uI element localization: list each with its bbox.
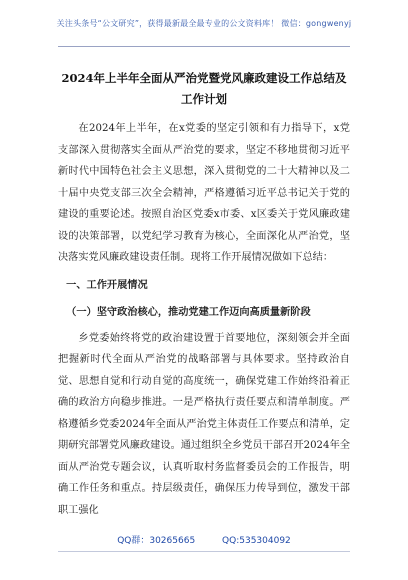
body-paragraph: 乡党委始终将党的政治建设置于首要地位，深刻领会并全面把握新时代全面从严治党的战略部署与具体要求。坚持政治自觉、思想自觉和行动自觉的高度统一，确保党建工作始终沿着正确的政治方向稳步推进。一是严格执行责任要点和清单制度。严格遵循乡党委2024年全面从严治党主体责任工作要点和清单，定期研究部署党风廉政建设。通过组织全乡党员干部召开2024年全面从严治党专题会议，认真听取村务监督委员会的工作报告，明确工作任务和重点。持层级责任，确保压力传导到位，激发干部职工强化	[58, 332, 350, 516]
contact-footer	[0, 533, 408, 546]
promo-banner[interactable]: 关注头条号“公文研究”，获得最新最全最专业的公文资料库！ 微信：gongwenyj	[56, 19, 352, 28]
qq-link[interactable]: QQ:535304092	[222, 536, 291, 546]
document-title: 2024年上半年全面从严治党暨党风廉政建设工作总结及工作计划	[61, 71, 347, 106]
qq-group-link[interactable]: QQ群：30265665	[117, 536, 196, 546]
section-heading: 一、工作开展情况	[66, 278, 148, 291]
subsection-heading: （一）坚守政治核心，推动党建工作迈向高质量新阶段	[66, 306, 311, 318]
footer-divider	[58, 551, 350, 552]
header-divider	[58, 46, 350, 47]
intro-paragraph: 在2024年上半年，在x党委的坚定引领和有力指导下，x党支部深入贯彻落实全面从严治党的要求，坚定不移地贯彻习近平新时代中国特色社会主义思想，深入贯彻党的二十大精神以及二十届中央党支部三次全会精神，严格遵循习近平总书记关于党的建设的重要论述。按照自治区党委x市委、x区委关于党风廉政建设的决策部署，以党纪学习教育为核心，全面深化从严治党，坚决落实党风廉政建设责任制。现将工作开展情况做如下总结：	[58, 123, 350, 263]
document-body	[58, 118, 350, 521]
